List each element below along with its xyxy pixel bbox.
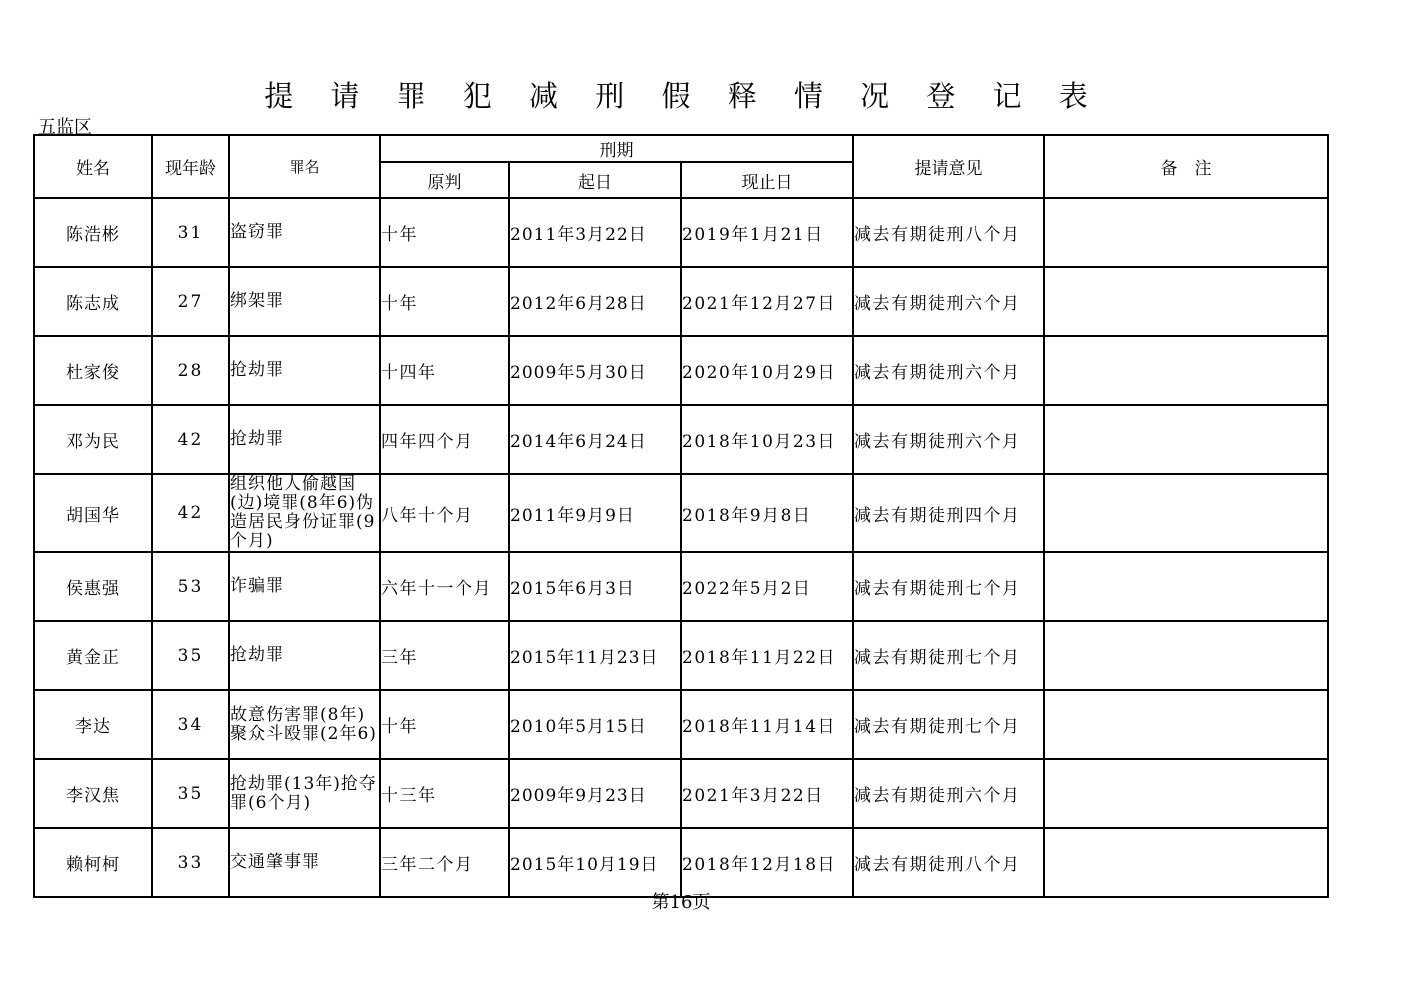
- cell-age: 42: [152, 474, 229, 552]
- cell-remarks: [1044, 336, 1328, 405]
- cell-start: 2012年6月28日: [509, 267, 681, 336]
- header-name: 姓名: [34, 135, 152, 198]
- cell-start: 2009年5月30日: [509, 336, 681, 405]
- cell-name: 邓为民: [34, 405, 152, 474]
- cell-original: 三年: [380, 621, 509, 690]
- cell-end: 2021年3月22日: [681, 759, 853, 828]
- cell-end: 2018年10月23日: [681, 405, 853, 474]
- table-row: [34, 621, 1328, 690]
- cell-start: 2015年11月23日: [509, 621, 681, 690]
- cell-age: 42: [152, 405, 229, 474]
- cell-crime: 抢劫罪: [229, 336, 380, 405]
- cell-name: 李达: [34, 690, 152, 759]
- cell-name: 杜家俊: [34, 336, 152, 405]
- cell-crime: 诈骗罪: [229, 552, 380, 621]
- cell-opinion: 减去有期徒刑四个月: [853, 474, 1044, 552]
- header-original: 原判: [380, 162, 509, 198]
- cell-name: 赖柯柯: [34, 828, 152, 897]
- cell-opinion: 减去有期徒刑七个月: [853, 621, 1044, 690]
- cell-end: 2020年10月29日: [681, 336, 853, 405]
- cell-crime: 抢劫罪(13年)抢夺罪(6个月): [229, 759, 380, 828]
- cell-crime: 故意伤害罪(8年)聚众斗殴罪(2年6): [229, 690, 380, 759]
- cell-end: 2018年11月14日: [681, 690, 853, 759]
- cell-remarks: [1044, 198, 1328, 267]
- cell-start: 2011年3月22日: [509, 198, 681, 267]
- cell-name: 胡国华: [34, 474, 152, 552]
- header-end: 现止日: [681, 162, 853, 198]
- table-row: [34, 336, 1328, 405]
- cell-original: 十年: [380, 690, 509, 759]
- cell-name: 黄金正: [34, 621, 152, 690]
- cell-opinion: 减去有期徒刑八个月: [853, 198, 1044, 267]
- table-row: [34, 267, 1328, 336]
- district-label: 五监区: [38, 117, 92, 138]
- cell-start: 2010年5月15日: [509, 690, 681, 759]
- header-remarks: 备 注: [1044, 135, 1328, 198]
- cell-age: 28: [152, 336, 229, 405]
- cell-age: 31: [152, 198, 229, 267]
- cell-age: 53: [152, 552, 229, 621]
- cell-opinion: 减去有期徒刑七个月: [853, 690, 1044, 759]
- cell-original: 三年二个月: [380, 828, 509, 897]
- cell-remarks: [1044, 552, 1328, 621]
- cell-remarks: [1044, 690, 1328, 759]
- page-number: 第16页: [651, 892, 711, 913]
- header-opinion: 提请意见: [853, 135, 1044, 198]
- table-body: [34, 198, 1328, 897]
- cell-end: 2018年11月22日: [681, 621, 853, 690]
- cell-end: 2018年12月18日: [681, 828, 853, 897]
- cell-opinion: 减去有期徒刑七个月: [853, 552, 1044, 621]
- cell-opinion: 减去有期徒刑六个月: [853, 267, 1044, 336]
- cell-opinion: 减去有期徒刑六个月: [853, 405, 1044, 474]
- cell-crime: 组织他人偷越国(边)境罪(8年6)伪造居民身份证罪(9个月): [229, 474, 380, 552]
- cell-crime: 抢劫罪: [229, 405, 380, 474]
- cell-original: 四年四个月: [380, 405, 509, 474]
- cell-remarks: [1044, 405, 1328, 474]
- cell-start: 2009年9月23日: [509, 759, 681, 828]
- cell-end: 2022年5月2日: [681, 552, 853, 621]
- cell-start: 2011年9月9日: [509, 474, 681, 552]
- cell-end: 2018年9月8日: [681, 474, 853, 552]
- cell-end: 2019年1月21日: [681, 198, 853, 267]
- cell-age: 35: [152, 621, 229, 690]
- cell-name: 陈浩彬: [34, 198, 152, 267]
- cell-start: 2015年6月3日: [509, 552, 681, 621]
- cell-age: 33: [152, 828, 229, 897]
- table-row: [34, 552, 1328, 621]
- cell-remarks: [1044, 474, 1328, 552]
- cell-age: 34: [152, 690, 229, 759]
- cell-remarks: [1044, 267, 1328, 336]
- cell-age: 35: [152, 759, 229, 828]
- table-row: [34, 828, 1328, 897]
- header-term-group: 刑期: [380, 135, 853, 162]
- header-start: 起日: [509, 162, 681, 198]
- table-row: [34, 759, 1328, 828]
- cell-name: 李汉焦: [34, 759, 152, 828]
- header-age: 现年龄: [152, 135, 229, 198]
- cell-remarks: [1044, 828, 1328, 897]
- cell-crime: 盗窃罪: [229, 198, 380, 267]
- cell-end: 2021年12月27日: [681, 267, 853, 336]
- cell-original: 十年: [380, 198, 509, 267]
- cell-original: 十三年: [380, 759, 509, 828]
- registration-table: [33, 134, 1329, 898]
- cell-name: 陈志成: [34, 267, 152, 336]
- cell-opinion: 减去有期徒刑八个月: [853, 828, 1044, 897]
- cell-opinion: 减去有期徒刑六个月: [853, 759, 1044, 828]
- cell-start: 2015年10月19日: [509, 828, 681, 897]
- cell-opinion: 减去有期徒刑六个月: [853, 336, 1044, 405]
- cell-remarks: [1044, 759, 1328, 828]
- table-row: [34, 198, 1328, 267]
- table-row: [34, 690, 1328, 759]
- header-crime: 罪名: [229, 135, 380, 198]
- cell-original: 十四年: [380, 336, 509, 405]
- cell-original: 十年: [380, 267, 509, 336]
- cell-name: 侯惠强: [34, 552, 152, 621]
- table-row: [34, 405, 1328, 474]
- cell-crime: 交通肇事罪: [229, 828, 380, 897]
- cell-age: 27: [152, 267, 229, 336]
- cell-remarks: [1044, 621, 1328, 690]
- cell-crime: 绑架罪: [229, 267, 380, 336]
- cell-original: 六年十一个月: [380, 552, 509, 621]
- document-title: 提 请 罪 犯 减 刑 假 释 情 况 登 记 表: [264, 79, 1102, 113]
- cell-original: 八年十个月: [380, 474, 509, 552]
- table-row: [34, 474, 1328, 552]
- cell-crime: 抢劫罪: [229, 621, 380, 690]
- cell-start: 2014年6月24日: [509, 405, 681, 474]
